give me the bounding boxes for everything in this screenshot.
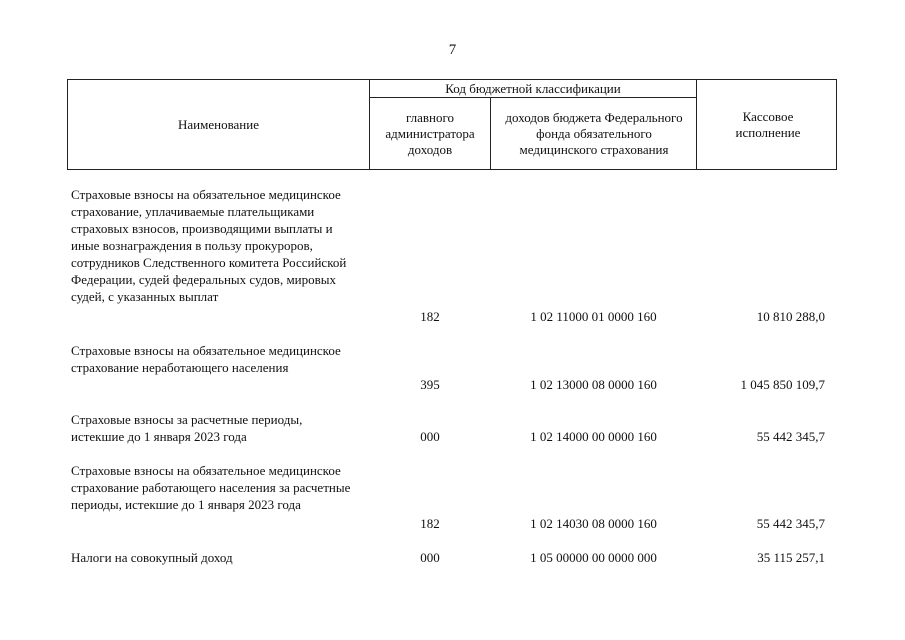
row-admin-code: 182 [420, 309, 440, 324]
header-income-code: доходов бюджета Федерального фонда обязательного медицинского страхования [505, 109, 683, 157]
row-budget-code: 1 05 00000 00 0000 000 [530, 550, 657, 565]
header-divider-2 [490, 97, 491, 170]
header-code-group: Код бюджетной классификации [445, 80, 621, 96]
row-amount: 35 115 257,1 [757, 550, 825, 565]
row-amount: 55 442 345,7 [756, 429, 825, 444]
row-budget-code: 1 02 11000 01 0000 160 [530, 309, 657, 324]
row-admin-code: 182 [420, 516, 440, 531]
row-name: Страховые взносы на обязательное медицинское страхование неработающего населения [71, 343, 341, 375]
row-name: Страховые взносы на обязательное медицинское страхование, уплачиваемые плательщиками страховых взносов, производящими выплаты и иные вознаграждения в пользу прокуроров, сотрудников Следственного комитета Российской Федерации, судей федеральных судов, мировых судей, с указанных выплат [71, 187, 347, 304]
row-admin-code: 395 [420, 377, 440, 392]
row-budget-code: 1 02 14000 00 0000 160 [530, 429, 657, 444]
row-admin-code: 000 [420, 429, 440, 444]
header-admin-code: главного администратора доходов [385, 109, 475, 157]
header-cash-execution: Кассовое исполнение [735, 108, 801, 140]
page-number: 7 [448, 42, 457, 58]
row-budget-code: 1 02 13000 08 0000 160 [530, 377, 657, 392]
header-name: Наименование [178, 116, 259, 132]
table-row [0, 411, 905, 446]
table-row [0, 462, 905, 532]
table-row [0, 186, 905, 326]
row-amount: 1 045 850 109,7 [740, 377, 825, 392]
row-amount: 55 442 345,7 [756, 516, 825, 531]
row-name: Страховые взносы за расчетные периоды, истекшие до 1 января 2023 года [71, 412, 303, 444]
table-row [0, 549, 905, 567]
table-row [0, 342, 905, 394]
row-budget-code: 1 02 14030 08 0000 160 [530, 516, 657, 531]
row-amount: 10 810 288,0 [756, 309, 825, 324]
header-divider-3 [696, 79, 697, 170]
row-admin-code: 000 [420, 550, 440, 565]
row-name: Налоги на совокупный доход [71, 550, 233, 565]
row-name: Страховые взносы на обязательное медицинское страхование работающего населения за расчетные периоды, истекшие до 1 января 2023 года [71, 463, 351, 512]
